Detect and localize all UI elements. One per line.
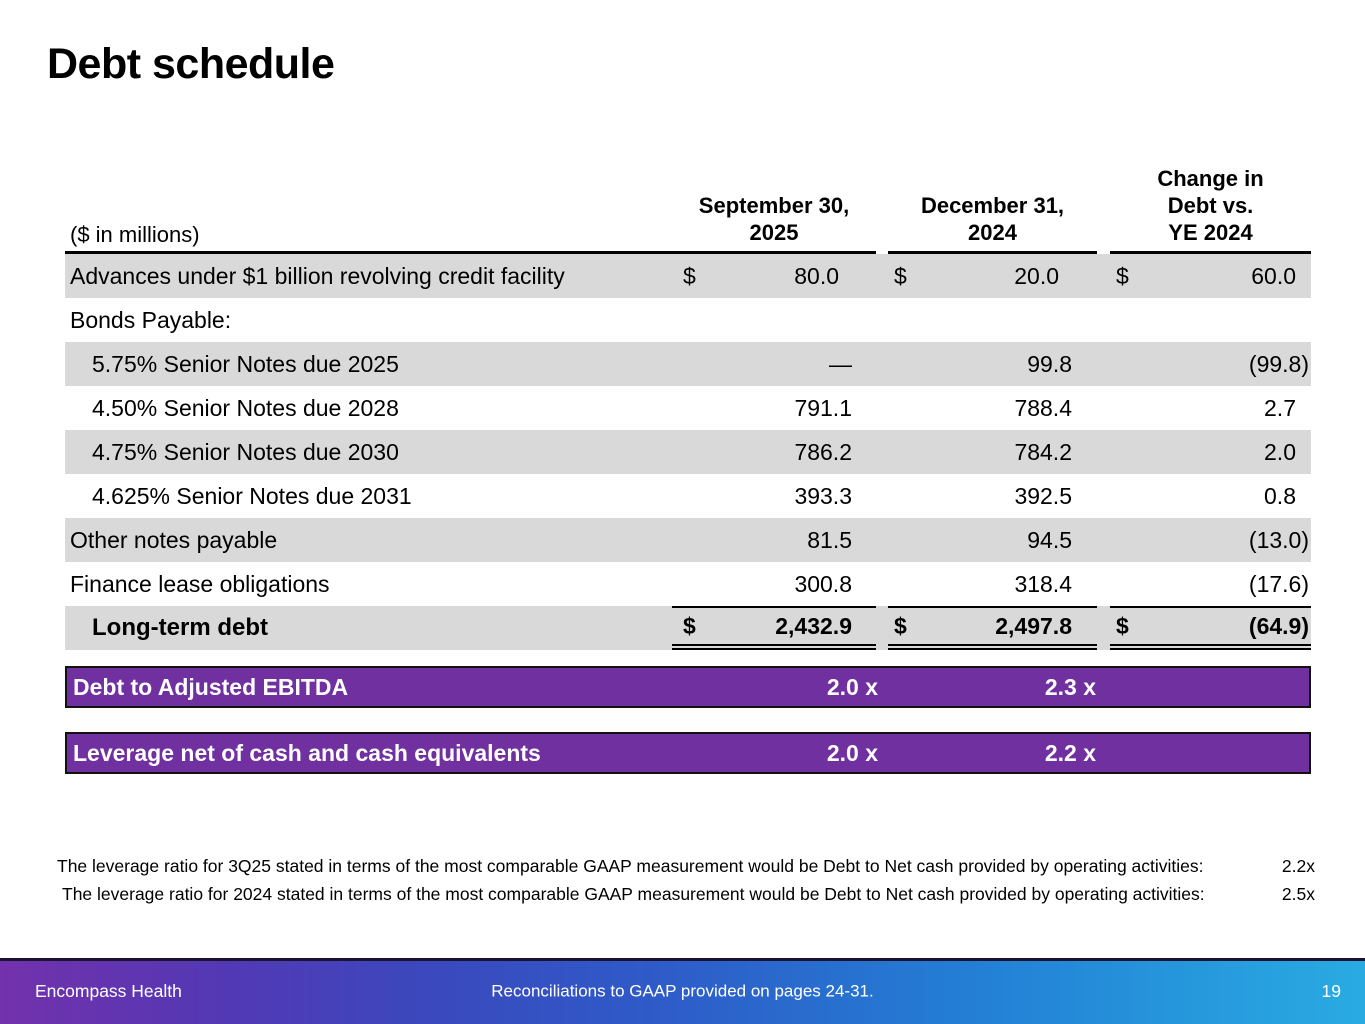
table-row-long-term-debt: Long-term debt $ 2,432.9 $ 2,497.8 $ (64.9) — [65, 606, 1311, 650]
dollar-sign: $ — [1116, 262, 1129, 289]
column-gap — [876, 150, 888, 254]
table-row-bonds-payable: Bonds Payable: — [70, 306, 232, 333]
page-title: Debt schedule — [47, 40, 335, 88]
footnote-3q25: The leverage ratio for 3Q25 stated in terms of the most comparable GAAP measurement would be Debt to Net cash provided by operating activities: 2.2x — [57, 852, 1315, 880]
dollar-sign: $ — [683, 612, 696, 639]
table-row-notes-2028: 4.50% Senior Notes due 2028 791.1 788.4 2.7 — [92, 394, 1296, 421]
column-header-sep-2025: September 30, 2025 — [672, 150, 876, 254]
table-row-finance-lease: Finance lease obligations 300.8 318.4 (17.6) — [70, 570, 1309, 597]
table-header — [65, 150, 1311, 254]
dollar-sign: $ — [894, 612, 907, 639]
ratio-bar-debt-to-ebitda: Debt to Adjusted EBITDA 2.0 x 2.3 x — [65, 666, 1311, 708]
slide-footer — [0, 958, 1365, 1024]
table-row-notes-2031: 4.625% Senior Notes due 2031 393.3 392.5 0.8 — [92, 482, 1296, 509]
footnotes — [57, 852, 1315, 908]
column-gap — [1097, 150, 1110, 254]
footnote-value: 2.5x — [1281, 884, 1315, 904]
footnote-2024: The leverage ratio for 2024 stated in terms of the most comparable GAAP measurement would be Debt to Net cash provided by operating activities: 2.5x — [57, 880, 1315, 908]
column-header-dec-2024: December 31, 2024 — [888, 150, 1097, 254]
footnote-value: 2.2x — [1281, 856, 1315, 876]
table-row-notes-2025: 5.75% Senior Notes due 2025 — 99.8 (99.8) — [65, 342, 1311, 386]
table-row-other-notes: Other notes payable 81.5 94.5 (13.0) — [65, 518, 1311, 562]
page-number: 19 — [1321, 980, 1341, 1001]
debt-table — [65, 150, 1311, 650]
table-row-advances: Advances under $1 billion revolving credit facility $ 80.0 $ 20.0 $ 60.0 — [65, 254, 1311, 298]
table-row-notes-2030: 4.75% Senior Notes due 2030 786.2 784.2 2.0 — [65, 430, 1311, 474]
company-name: Encompass Health — [35, 980, 182, 1001]
units-label: ($ in millions) — [65, 150, 672, 254]
ratio-bar-net-leverage: Leverage net of cash and cash equivalents 2.0 x 2.2 x — [65, 732, 1311, 774]
dollar-sign: $ — [683, 262, 696, 289]
footer-note: Reconciliations to GAAP provided on pages 24-31. — [491, 980, 874, 1000]
dollar-sign: $ — [894, 262, 907, 289]
dollar-sign: $ — [1116, 612, 1129, 639]
column-header-change: Change in Debt vs. YE 2024 — [1110, 150, 1311, 254]
